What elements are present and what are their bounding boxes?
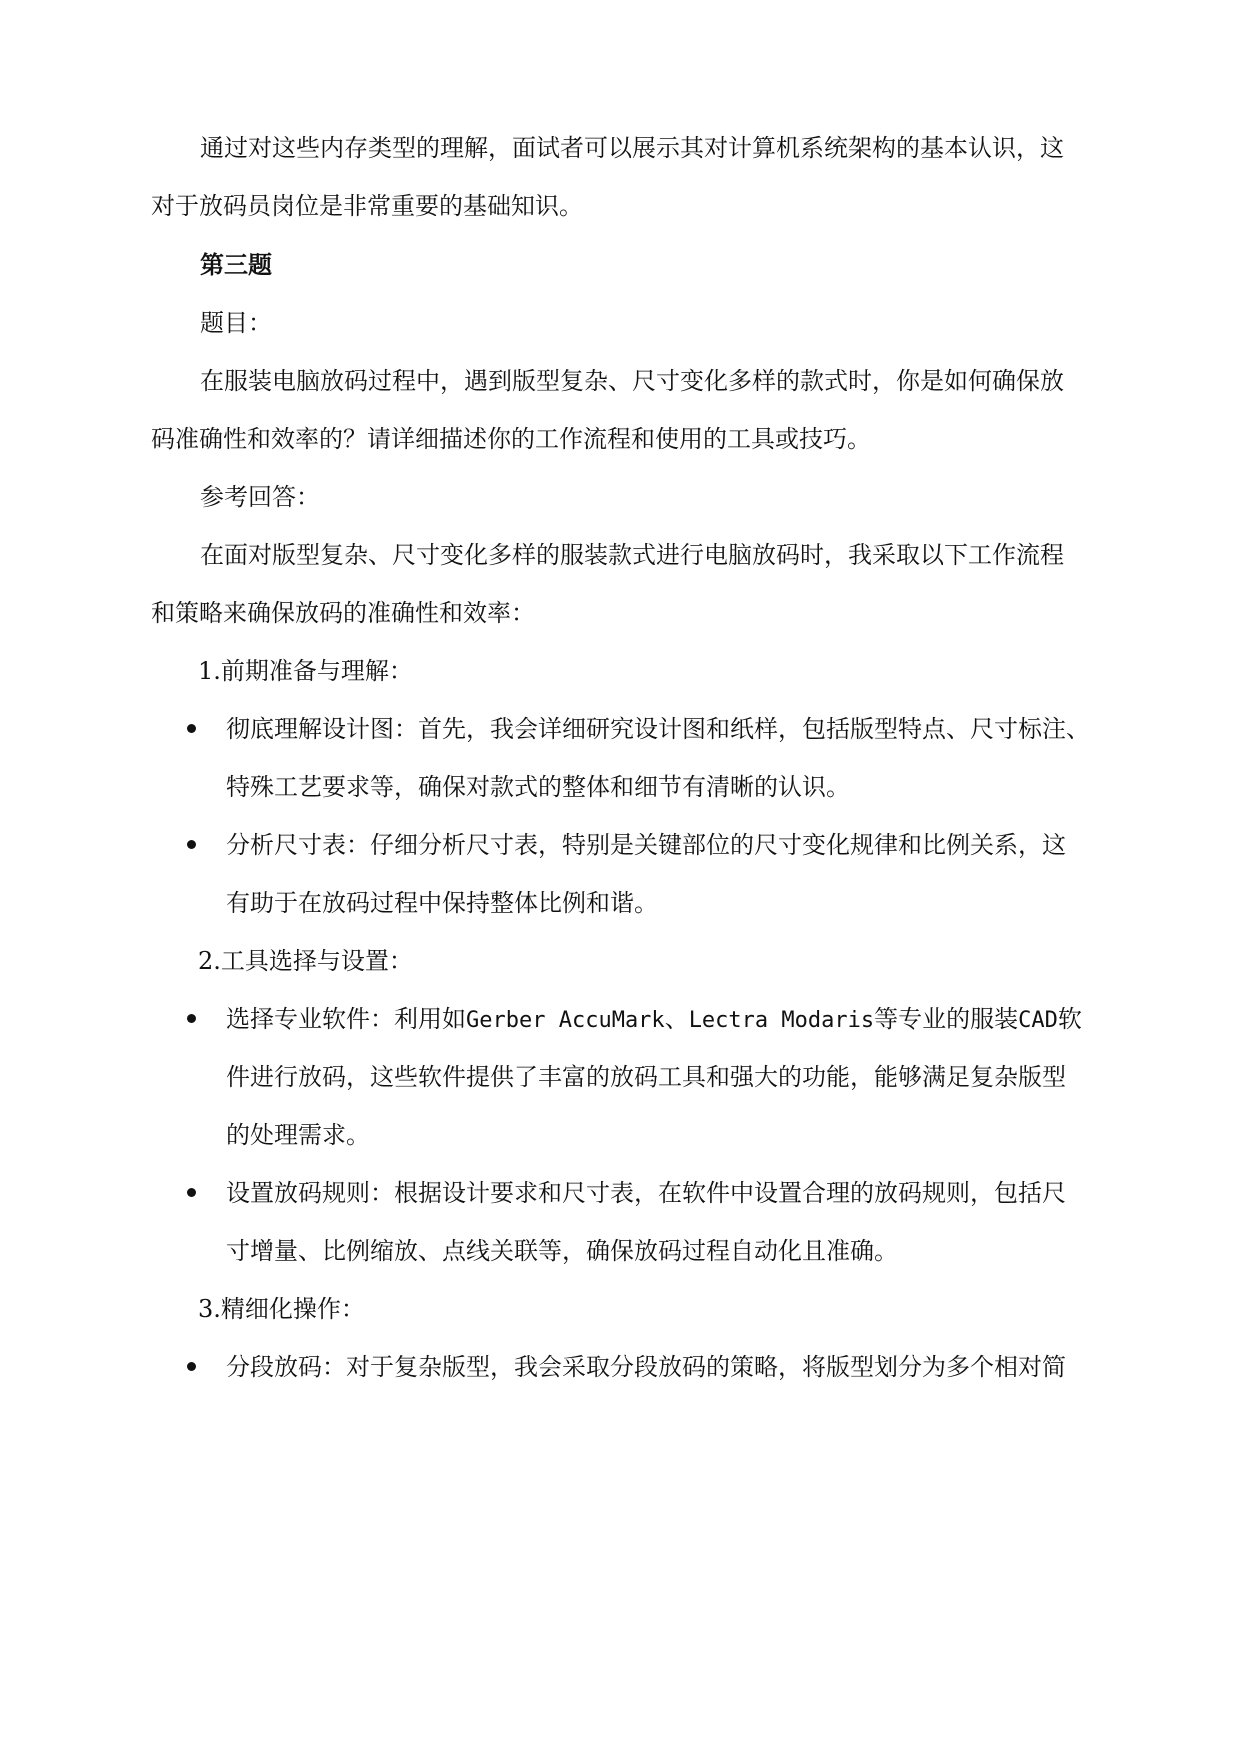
bullet-2-1-separator: 、 (664, 1005, 689, 1033)
section-1-heading: 1.前期准备与理解： (198, 657, 413, 685)
software-name-gerber: Gerber AccuMark (466, 1008, 665, 1033)
bullet-1-2-line-1: 分析尺寸表：仔细分析尺寸表，特别是关键部位的尺寸变化规律和比例关系，这 (226, 831, 1066, 859)
section-title: 第三题 (200, 250, 272, 279)
software-name-lectra: Lectra Modaris (688, 1008, 875, 1033)
bullet-dot-icon (187, 1188, 196, 1197)
bullet-dot-icon (187, 1362, 196, 1371)
bullet-2-1-text-a: 选择专业软件：利用如 (226, 1005, 466, 1033)
section-2-heading: 2.工具选择与设置： (198, 947, 413, 975)
bullet-2-1-line-3: 的处理需求。 (226, 1121, 370, 1149)
bullet-1-2-line-2: 有助于在放码过程中保持整体比例和谐。 (226, 889, 658, 917)
bullet-2-2-line-1: 设置放码规则：根据设计要求和尺寸表，在软件中设置合理的放码规则，包括尺 (226, 1179, 1066, 1207)
bullet-dot-icon (187, 1014, 196, 1023)
bullet-2-2-line-2: 寸增量、比例缩放、点线关联等，确保放码过程自动化且准确。 (226, 1237, 898, 1265)
question-line-2: 码准确性和效率的？请详细描述你的工作流程和使用的工具或技巧。 (151, 425, 871, 453)
question-label: 题目： (200, 309, 272, 337)
bullet-dot-icon (187, 724, 196, 733)
intro-paragraph-line-1: 通过对这些内存类型的理解，面试者可以展示其对计算机系统架构的基本认识，这 (200, 134, 1064, 162)
question-line-1: 在服装电脑放码过程中，遇到版型复杂、尺寸变化多样的款式时，你是如何确保放 (200, 367, 1064, 395)
bullet-dot-icon (187, 840, 196, 849)
bullet-1-1-line-2: 特殊工艺要求等，确保对款式的整体和细节有清晰的认识。 (226, 773, 850, 801)
intro-paragraph-line-2: 对于放码员岗位是非常重要的基础知识。 (151, 192, 583, 220)
bullet-2-1-text-c: 软 (1057, 1005, 1082, 1033)
bullet-2-1-line-2: 件进行放码，这些软件提供了丰富的放码工具和强大的功能，能够满足复杂版型 (226, 1063, 1066, 1091)
answer-label: 参考回答： (200, 483, 320, 511)
bullet-3-1-line-1: 分段放码：对于复杂版型，我会采取分段放码的策略，将版型划分为多个相对简 (226, 1353, 1066, 1381)
answer-line-2: 和策略来确保放码的准确性和效率： (151, 599, 535, 627)
cad-term: CAD (1018, 1008, 1058, 1033)
bullet-2-1-text-b: 等专业的服装 (874, 1005, 1019, 1033)
answer-line-1: 在面对版型复杂、尺寸变化多样的服装款式进行电脑放码时，我采取以下工作流程 (200, 541, 1064, 569)
bullet-2-1-line-1 (226, 1003, 1082, 1037)
bullet-1-1-line-1: 彻底理解设计图：首先，我会详细研究设计图和纸样，包括版型特点、尺寸标注、 (226, 715, 1090, 743)
section-3-heading: 3.精细化操作： (198, 1295, 365, 1323)
